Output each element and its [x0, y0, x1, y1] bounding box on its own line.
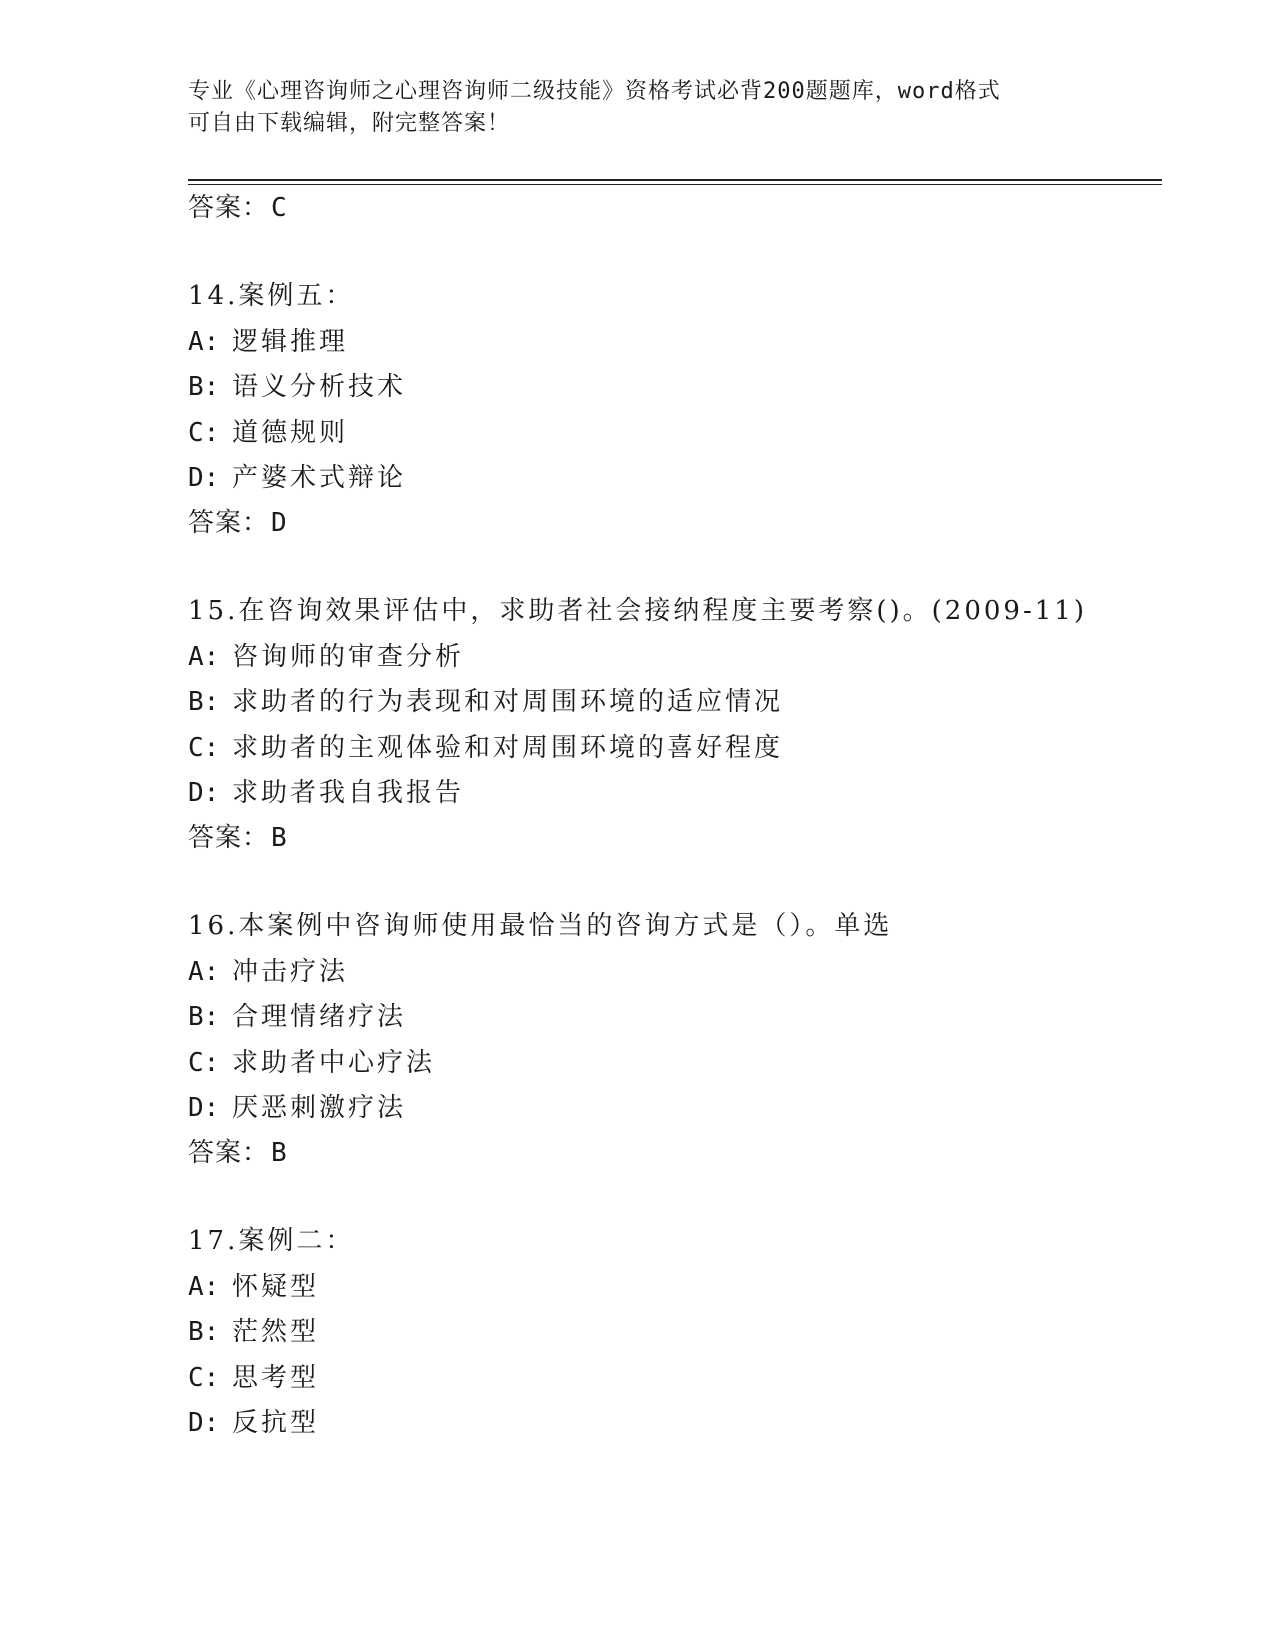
- question-text: [188, 908, 1188, 954]
- option-a: [188, 1269, 1188, 1315]
- option-d: [188, 1405, 1188, 1451]
- option-key: D:: [188, 1408, 220, 1438]
- option-a: [188, 954, 1188, 1000]
- option-key: D:: [188, 1093, 220, 1123]
- option-text: 反抗型: [232, 1408, 320, 1438]
- option-key: B:: [188, 687, 220, 717]
- question-17: [188, 1223, 1188, 1451]
- answer-value: C: [271, 193, 288, 223]
- option-text: 怀疑型: [232, 1271, 320, 1302]
- question-number: 17.: [188, 1226, 239, 1256]
- answer-label: 答案：: [188, 1138, 270, 1168]
- option-text: 求助者中心疗法: [232, 1047, 436, 1078]
- option-text: 语义分析技术: [232, 372, 407, 402]
- answer-15: [188, 820, 288, 856]
- answer-14: [188, 505, 288, 541]
- answer-value: D: [271, 508, 288, 538]
- option-key: B:: [188, 1317, 220, 1347]
- answer-label: 答案：: [188, 823, 270, 853]
- answer-16: [188, 1135, 288, 1171]
- option-key: A:: [188, 956, 220, 987]
- option-a: [188, 324, 1188, 370]
- option-text: 求助者的行为表现和对周围环境的适应情况: [232, 687, 784, 717]
- option-text: 合理情绪疗法: [232, 1002, 407, 1032]
- answer-prev: [188, 190, 288, 226]
- header-line-2: 可自由下载编辑，附完整答案！: [188, 111, 511, 136]
- question-stem: 本案例中咨询师使用最恰当的咨询方式是（）。单选: [238, 911, 893, 941]
- header-divider-thick: [188, 179, 1162, 181]
- option-text: 逻辑推理: [232, 326, 349, 357]
- option-text: 思考型: [232, 1362, 320, 1393]
- answer-label: 答案：: [188, 508, 270, 538]
- answer-value: B: [271, 823, 288, 853]
- option-b: [188, 999, 1188, 1045]
- option-key: B:: [188, 1002, 220, 1032]
- option-key: A:: [188, 1271, 220, 1302]
- question-text: [188, 593, 1188, 639]
- question-number: 14.: [188, 281, 239, 311]
- option-key: D:: [188, 463, 220, 493]
- option-text: 求助者我自我报告: [232, 778, 465, 808]
- option-text: 茫然型: [232, 1317, 320, 1347]
- question-14: [188, 278, 1188, 506]
- option-d: [188, 775, 1188, 821]
- option-key: C:: [188, 417, 220, 448]
- option-b: [188, 1314, 1188, 1360]
- option-text: 咨询师的审查分析: [232, 641, 465, 672]
- option-c: [188, 1360, 1188, 1406]
- option-key: D:: [188, 778, 220, 808]
- option-key: C:: [188, 1047, 220, 1078]
- option-key: C:: [188, 732, 220, 763]
- option-key: C:: [188, 1362, 220, 1393]
- question-stem: 案例二：: [238, 1226, 355, 1256]
- question-number: 16.: [188, 911, 239, 941]
- option-b: [188, 369, 1188, 415]
- question-16: [188, 908, 1188, 1136]
- option-c: [188, 415, 1188, 461]
- option-key: A:: [188, 641, 220, 672]
- option-b: [188, 684, 1188, 730]
- option-key: A:: [188, 326, 220, 357]
- option-text: 求助者的主观体验和对周围环境的喜好程度: [232, 732, 784, 763]
- header-divider-thin: [188, 184, 1162, 185]
- option-d: [188, 1090, 1188, 1136]
- option-d: [188, 460, 1188, 506]
- question-number: 15.: [188, 596, 239, 626]
- answer-label: 答案：: [188, 193, 270, 223]
- option-c: [188, 730, 1188, 776]
- answer-value: B: [271, 1138, 288, 1168]
- option-c: [188, 1045, 1188, 1091]
- question-stem: 在咨询效果评估中，求助者社会接纳程度主要考察()。(2009-11): [238, 596, 1087, 626]
- option-a: [188, 639, 1188, 685]
- option-text: 厌恶刺激疗法: [232, 1093, 407, 1123]
- option-text: 产婆术式辩论: [232, 463, 407, 493]
- question-text: [188, 1223, 1188, 1269]
- question-text: [188, 278, 1188, 324]
- question-15: [188, 593, 1188, 821]
- option-text: 冲击疗法: [232, 956, 349, 987]
- option-key: B:: [188, 372, 220, 402]
- option-text: 道德规则: [232, 417, 349, 448]
- header-line-1: 专业《心理咨询师之心理咨询师二级技能》资格考试必背200题题库，word格式: [188, 79, 1001, 104]
- document-header: [188, 76, 1068, 140]
- question-stem: 案例五：: [238, 281, 355, 311]
